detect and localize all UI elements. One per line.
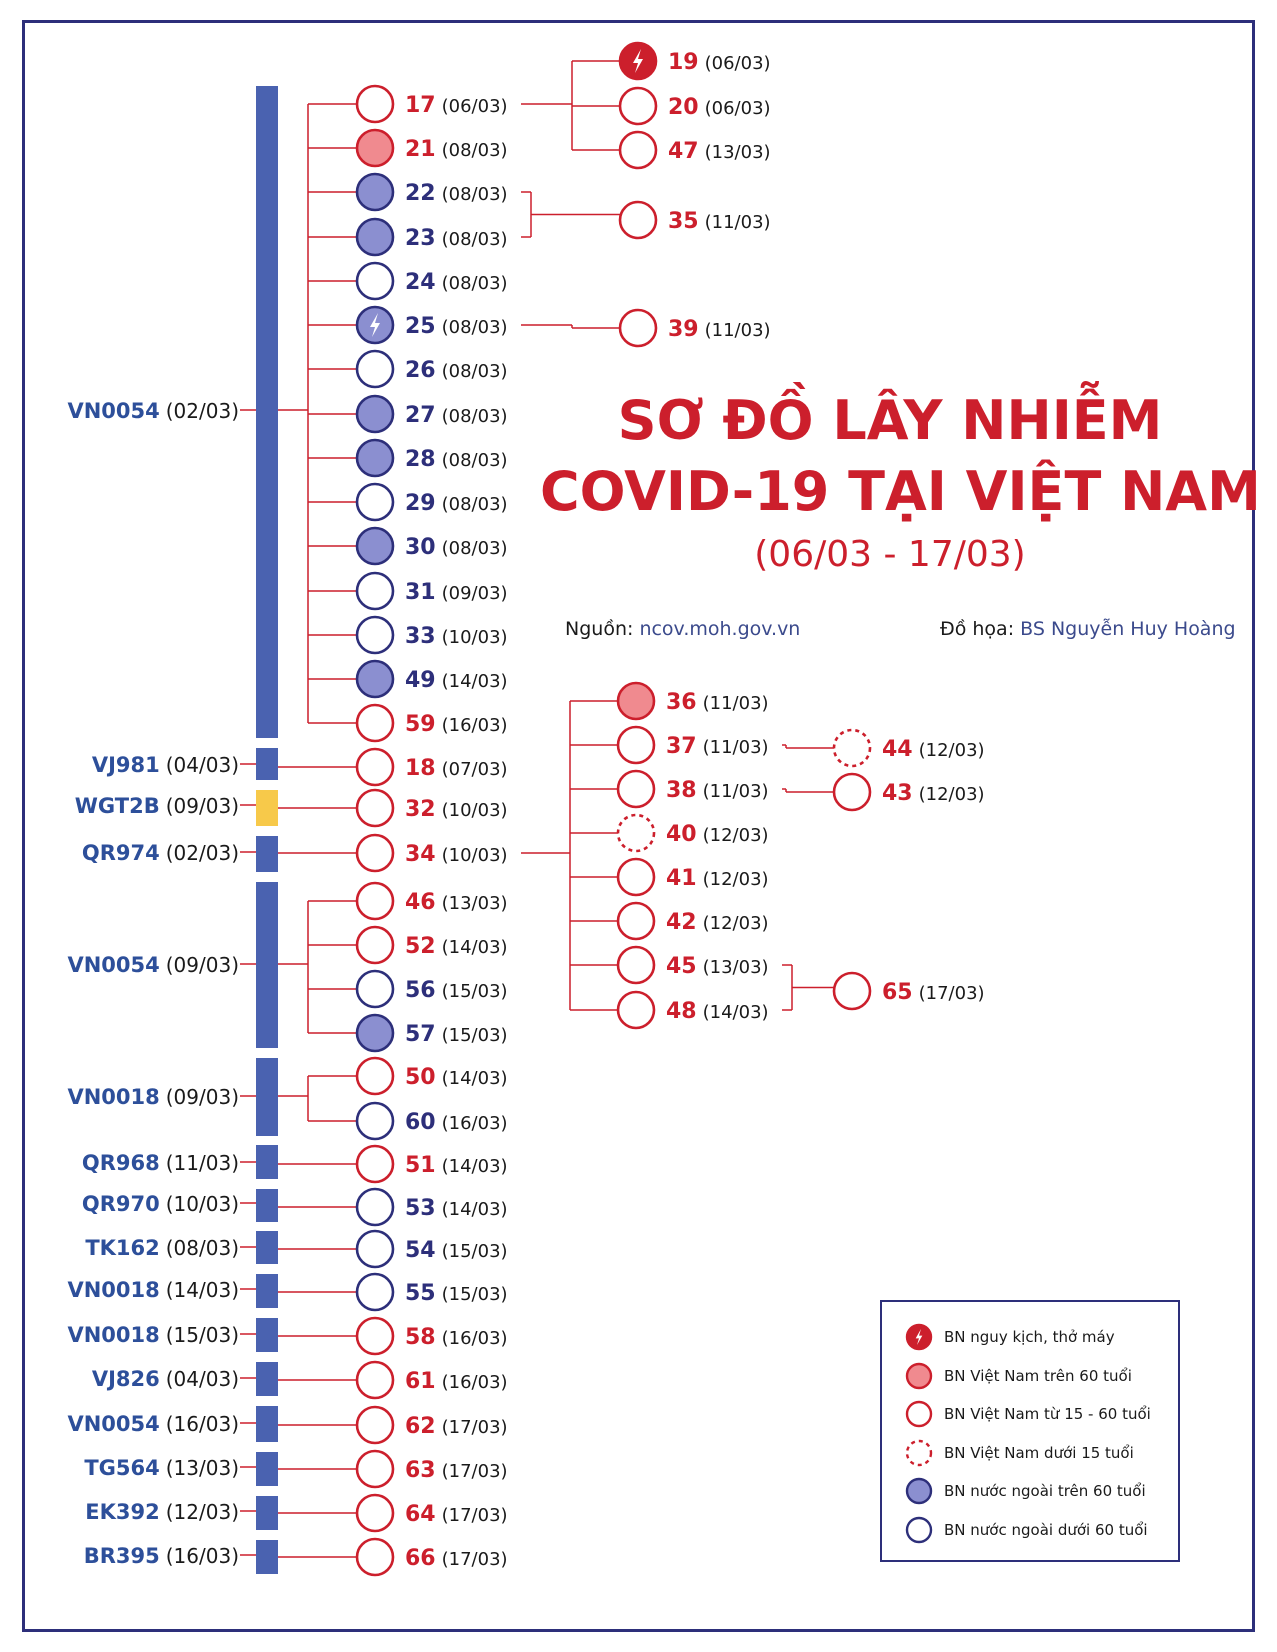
patient-node-45 <box>618 947 769 983</box>
title-block <box>540 385 1261 575</box>
flight-labels <box>67 399 239 1568</box>
patient-node-38 <box>618 771 769 807</box>
flight-bar-tg564 <box>256 1452 278 1486</box>
patient-label: 49 (14/03) <box>405 668 508 693</box>
flight-bar-vn0054 <box>256 882 278 1048</box>
flight-label: VN0018 (09/03) <box>67 1085 239 1109</box>
patient-node-64 <box>357 1495 508 1531</box>
patient-label: 38 (11/03) <box>666 778 769 803</box>
patient-node-33 <box>357 617 508 653</box>
patient-node-25 <box>357 307 508 343</box>
patient-node-51 <box>357 1146 508 1182</box>
patient-node-50 <box>357 1058 508 1094</box>
patient-node-39 <box>620 310 771 346</box>
date-range-subtitle: (06/03 - 17/03) <box>754 533 1026 575</box>
patient-node-62 <box>357 1407 508 1443</box>
patient-label: 65 (17/03) <box>882 980 985 1005</box>
flight-bar-qr970 <box>256 1189 278 1222</box>
legend-foreign-over60-icon <box>904 1476 934 1506</box>
patient-node-58 <box>357 1318 508 1354</box>
patient-node-19 <box>620 43 771 79</box>
patient-node-60 <box>357 1103 508 1139</box>
patient-node-34 <box>357 835 508 871</box>
patient-label: 56 (15/03) <box>405 978 508 1003</box>
patient-node-54 <box>357 1231 508 1267</box>
flight-label: TK162 (08/03) <box>85 1236 239 1260</box>
patient-label: 44 (12/03) <box>882 737 985 762</box>
patient-label: 25 (08/03) <box>405 314 508 339</box>
patient-node-30 <box>357 528 508 564</box>
legend-foreign-under60-icon <box>904 1515 934 1545</box>
patient-label: 40 (12/03) <box>666 822 769 847</box>
legend-label: BN Việt Nam từ 15 - 60 tuổi <box>944 1405 1151 1423</box>
legend-item <box>904 1474 1146 1508</box>
patient-label: 57 (15/03) <box>405 1022 508 1047</box>
legend-vn-15-60-icon <box>904 1399 934 1429</box>
patient-label: 33 (10/03) <box>405 624 508 649</box>
patient-label: 35 (11/03) <box>668 209 771 234</box>
patient-label: 18 (07/03) <box>405 756 508 781</box>
patient-node-53 <box>357 1189 508 1225</box>
patient-node-61 <box>357 1362 508 1398</box>
flight-bar-vj981 <box>256 748 278 780</box>
patient-node-26 <box>357 351 508 387</box>
flight-label: EK392 (12/03) <box>85 1500 239 1524</box>
flight-bar-vn0018 <box>256 1058 278 1136</box>
flight-label: VN0018 (15/03) <box>67 1323 239 1347</box>
patient-label: 20 (06/03) <box>668 95 771 120</box>
legend-item <box>904 1359 1132 1393</box>
patient-label: 41 (12/03) <box>666 866 769 891</box>
patient-label: 66 (17/03) <box>405 1546 508 1571</box>
patient-label: 59 (16/03) <box>405 712 508 737</box>
patient-label: 37 (11/03) <box>666 734 769 759</box>
patient-node-52 <box>357 927 508 963</box>
legend-label: BN nước ngoài trên 60 tuổi <box>944 1482 1146 1500</box>
legend-vn-under15-icon <box>904 1438 934 1468</box>
legend-critical-icon <box>904 1322 934 1352</box>
patient-node-37 <box>618 727 769 763</box>
patient-label: 52 (14/03) <box>405 934 508 959</box>
legend-item <box>904 1397 1151 1431</box>
flight-label: WGT2B (09/03) <box>74 794 239 818</box>
patient-label: 58 (16/03) <box>405 1325 508 1350</box>
patient-label: 47 (13/03) <box>668 139 771 164</box>
patient-node-43 <box>834 774 985 810</box>
flight-label: BR395 (16/03) <box>83 1544 239 1568</box>
patient-node-31 <box>357 573 508 609</box>
flight-label: TG564 (13/03) <box>84 1456 239 1480</box>
legend-item <box>904 1513 1148 1547</box>
patient-label: 31 (09/03) <box>405 580 508 605</box>
patient-node-57 <box>357 1015 508 1051</box>
patient-label: 54 (15/03) <box>405 1238 508 1263</box>
patient-node-22 <box>357 174 508 210</box>
source-credit <box>565 618 800 640</box>
flight-bar-qr968 <box>256 1145 278 1179</box>
patient-node-40 <box>618 815 769 851</box>
patient-label: 61 (16/03) <box>405 1369 508 1394</box>
flight-bar-vn0018 <box>256 1318 278 1352</box>
patient-node-36 <box>618 683 769 719</box>
flight-label: QR970 (10/03) <box>81 1192 239 1216</box>
patient-label: 53 (14/03) <box>405 1196 508 1221</box>
legend <box>880 1300 1180 1562</box>
title-line-1: SƠ ĐỒ LÂY NHIỄM <box>617 389 1163 452</box>
patient-node-17 <box>357 86 508 122</box>
patient-label: 22 (08/03) <box>405 181 508 206</box>
patient-label: 48 (14/03) <box>666 999 769 1024</box>
patient-node-65 <box>834 973 985 1009</box>
patient-label: 36 (11/03) <box>666 690 769 715</box>
flight-bars <box>256 86 278 1574</box>
source-value: ncov.moh.gov.vn <box>639 618 801 640</box>
patient-label: 46 (13/03) <box>405 890 508 915</box>
legend-item <box>904 1436 1134 1470</box>
patient-node-59 <box>357 705 508 741</box>
flight-label: VN0054 (02/03) <box>67 399 239 423</box>
patient-node-48 <box>618 992 769 1028</box>
legend-vn-over60-icon <box>904 1361 934 1391</box>
patient-label: 63 (17/03) <box>405 1458 508 1483</box>
patient-node-44 <box>834 730 985 766</box>
patient-node-41 <box>618 859 769 895</box>
graphics-label: Đồ họa: <box>940 618 1015 640</box>
patient-label: 60 (16/03) <box>405 1110 508 1135</box>
patient-node-42 <box>618 903 769 939</box>
patient-node-46 <box>357 883 508 919</box>
patient-label: 55 (15/03) <box>405 1281 508 1306</box>
flight-label: QR974 (02/03) <box>81 841 239 865</box>
patient-node-47 <box>620 132 771 168</box>
patient-label: 28 (08/03) <box>405 447 508 472</box>
source-label: Nguồn: <box>565 618 634 640</box>
patient-node-35 <box>620 202 771 238</box>
patient-node-66 <box>357 1539 508 1575</box>
flight-bar-vn0054 <box>256 86 278 738</box>
patient-label: 43 (12/03) <box>882 781 985 806</box>
patient-node-32 <box>357 790 508 826</box>
patient-label: 51 (14/03) <box>405 1153 508 1178</box>
patient-node-18 <box>357 749 508 785</box>
patient-label: 50 (14/03) <box>405 1065 508 1090</box>
flight-label: VJ981 (04/03) <box>91 753 239 777</box>
patient-label: 23 (08/03) <box>405 226 508 251</box>
patient-label: 21 (08/03) <box>405 137 508 162</box>
flight-bar-br395 <box>256 1540 278 1574</box>
patient-label: 27 (08/03) <box>405 403 508 428</box>
patient-label: 17 (06/03) <box>405 93 508 118</box>
patient-label: 45 (13/03) <box>666 954 769 979</box>
flight-bar-tk162 <box>256 1231 278 1264</box>
graphics-credit <box>940 618 1236 640</box>
flight-label: VN0054 (16/03) <box>67 1412 239 1436</box>
patient-node-20 <box>620 88 771 124</box>
patient-node-49 <box>357 661 508 697</box>
patient-node-27 <box>357 396 508 432</box>
flight-label: VJ826 (04/03) <box>91 1367 239 1391</box>
patient-label: 30 (08/03) <box>405 535 508 560</box>
patient-label: 34 (10/03) <box>405 842 508 867</box>
patient-node-55 <box>357 1274 508 1310</box>
patient-node-23 <box>357 219 508 255</box>
graphics-value: BS Nguyễn Huy Hoàng <box>1020 618 1236 640</box>
flight-bar-wgt2b <box>256 790 278 826</box>
legend-label: BN Việt Nam dưới 15 tuổi <box>944 1443 1134 1462</box>
flight-label: QR968 (11/03) <box>81 1151 239 1175</box>
flight-label: VN0054 (09/03) <box>67 953 239 977</box>
title-line-2: COVID-19 TẠI VIỆT NAM <box>540 460 1261 524</box>
flight-bar-qr974 <box>256 836 278 872</box>
patient-node-29 <box>357 484 508 520</box>
legend-item <box>904 1320 1115 1354</box>
flight-bar-vn0018 <box>256 1274 278 1308</box>
flight-label: VN0018 (14/03) <box>67 1278 239 1302</box>
patient-node-28 <box>357 440 508 476</box>
patient-label: 64 (17/03) <box>405 1502 508 1527</box>
legend-label: BN nước ngoài dưới 60 tuổi <box>944 1520 1148 1539</box>
legend-label: BN Việt Nam trên 60 tuổi <box>944 1366 1132 1385</box>
patient-node-63 <box>357 1451 508 1487</box>
patient-label: 19 (06/03) <box>668 50 771 75</box>
flight-bar-ek392 <box>256 1496 278 1530</box>
patient-label: 62 (17/03) <box>405 1414 508 1439</box>
patient-label: 29 (08/03) <box>405 491 508 516</box>
patient-node-56 <box>357 971 508 1007</box>
flight-bar-vj826 <box>256 1362 278 1396</box>
connector-lines <box>240 61 834 1557</box>
patient-label: 26 (08/03) <box>405 358 508 383</box>
patient-node-21 <box>357 130 508 166</box>
patient-label: 39 (11/03) <box>668 317 771 342</box>
patient-label: 24 (08/03) <box>405 270 508 295</box>
patient-label: 42 (12/03) <box>666 910 769 935</box>
patient-node-24 <box>357 263 508 299</box>
flight-bar-vn0054 <box>256 1406 278 1442</box>
legend-label: BN nguy kịch, thở máy <box>944 1328 1115 1346</box>
patient-label: 32 (10/03) <box>405 797 508 822</box>
